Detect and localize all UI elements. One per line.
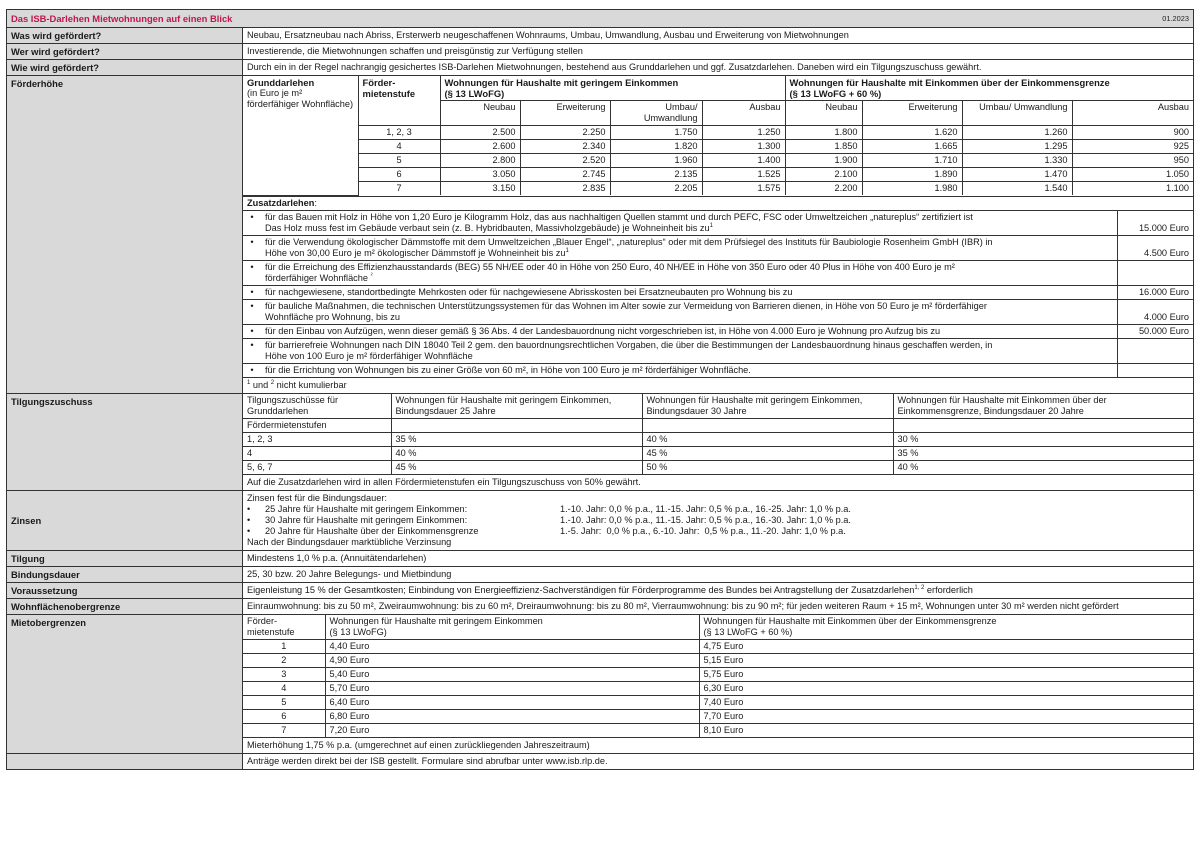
text-was: Neubau, Ersatzneubau nach Abriss, Ersterwerb neugeschaffenen Wohnraums, Umbau, Umwandlung, Ausbau und Erweiterung von Mietwohnungen [247,30,849,40]
stufe-cell: 4 [243,681,325,695]
grunddarlehen-subtitle: (in Euro je m² förderfähiger Wohnfläche) [247,88,354,109]
foerdermietenstufe-cell: 7 [358,182,440,196]
zusatz-line-1: für die Errichtung von Wohnungen bis zu einer Größe von 60 m², in Höhe von 100 Euro je m² förderfähiger Wohnfläche. [265,364,751,375]
text-voraussetzung [243,583,1193,598]
bullet-icon: • [247,503,251,514]
label-wie: Wie wird gefördert? [7,60,243,76]
mo-stufe-header: Förder-mietenstufe [243,615,325,640]
zusatzdarlehen-heading [243,196,1193,210]
zinsen-rates: 1.-10. Jahr: 0,0 % p.a., 11.-15. Jahr: 0,5 % p.a., 16.-30. Jahr: 1,0 % p.a. [560,514,851,525]
amount-cell: 3.150 [440,182,520,196]
row-foerderhoehe [7,76,1194,394]
label-wer: Wer wird gefördert? [7,44,243,60]
column-header: Umbau/ Umwandlung [962,101,1072,126]
amount-cell: 1.820 [610,140,702,154]
rent-low-cell: 5,70 Euro [325,681,699,695]
zusatzdarlehen-table [243,196,1193,377]
zusatz-line-2 [265,223,1113,234]
zusatzdarlehen-title: Zusatzdarlehen [247,197,315,208]
bullet-icon: • [243,235,261,260]
zinsen-item [247,526,1189,537]
bullet-icon: • [247,525,251,536]
zusatzdarlehen-text [261,324,1117,338]
label-was: Was wird gefördert? [7,28,243,44]
footnote-text: nicht kumulierbar [274,379,347,390]
amount-cell: 1.300 [702,140,785,154]
zinsen-item [247,504,1189,515]
zusatzdarlehen-item [243,210,1193,235]
zusatz-footnote-ref: 1 [709,222,713,229]
stufe-cell: 6 [243,709,325,723]
grunddarlehen-row [243,168,1193,182]
bullet-icon: • [243,363,261,377]
grunddarlehen-row [243,140,1193,154]
column-header: Neubau [440,101,520,126]
tilgungszuschuss-row [243,432,1193,446]
zusatz-line-1: für die Verwendung ökologischer Dämmstoffe mit dem Umweltzeichen „Blauer Engel“, „natureplus“ oder mit dem Prüfsiegel des Instituts für Baubiologie Rosenheim GmbH (IBR) in [265,236,993,247]
zinsen-term: 20 Jahre für Haushalte über der Einkommensgrenze [265,525,479,536]
percent-cell: 30 % [893,432,1193,446]
rent-low-cell: 6,40 Euro [325,695,699,709]
row-bindungsdauer [7,566,1194,582]
mo-low-header [325,615,699,640]
group-low-subtitle: (§ 13 LWoFG) [444,88,505,99]
zusatz-line-2-text: Höhe von 100 Euro je m² förderfähiger Wohnfläche [265,350,473,361]
text-bindungsdauer: 25, 30 bzw. 20 Jahre Belegungs- und Mietbindung [247,568,452,579]
label-voraussetzung: Voraussetzung [7,582,243,598]
mo-low-subtitle: (§ 13 LWoFG) [329,626,387,637]
rent-high-cell: 5,15 Euro [699,653,1193,667]
row-voraussetzung [7,582,1194,598]
mietobergrenzen-row [243,723,1193,737]
amount-cell: 1.525 [702,168,785,182]
mietobergrenzen-row [243,653,1193,667]
zusatzdarlehen-item [243,338,1193,363]
zusatzdarlehen-item [243,235,1193,260]
text-wer: Investierende, die Mietwohnungen schaffen und preisgünstig zur Verfügung stellen [247,46,583,56]
text-wie: Durch ein in der Regel nachrangig gesichertes ISB-Darlehen Mietwohnungen, bestehend aus Grunddarlehen und ggf. Zusatzdarlehen. Daneben wird ein Tilgungszuschuss gewährt. [247,62,982,72]
zusatz-line-2 [265,273,1113,284]
bullet-icon: • [243,285,261,299]
grunddarlehen-row [243,126,1193,140]
zusatzdarlehen-amount: 15.000 Euro [1117,210,1193,235]
zusatzdarlehen-text [261,210,1117,235]
foerdermietenstufe-cell: 1, 2, 3 [358,126,440,140]
percent-cell: 45 % [391,460,642,474]
stufe-cell: 4 [243,446,391,460]
amount-cell: 1.100 [1072,182,1193,196]
footnote-sup-2: 2 [270,379,275,386]
column-header: Ausbau [1072,101,1193,126]
grunddarlehen-title: Grunddarlehen [247,77,315,88]
tilgungszuschuss-header: Tilgungszuschüsse für Grunddarlehen [243,394,391,419]
zusatzdarlehen-amount: 4.000 Euro [1117,299,1193,324]
amount-cell: 1.960 [610,154,702,168]
grunddarlehen-row [243,154,1193,168]
zusatz-line-2 [265,351,1113,362]
amount-cell: 1.575 [702,182,785,196]
percent-cell: 45 % [642,446,893,460]
mietobergrenzen-table [243,615,1193,737]
bullet-icon: • [243,324,261,338]
tilgungszuschuss-row [243,460,1193,474]
foerdermietenstufe-cell: 6 [358,168,440,182]
row-wohnflaeche [7,598,1194,614]
amount-cell: 1.050 [1072,168,1193,182]
overview-table [6,9,1194,770]
row-was [7,28,1194,44]
amount-cell: 1.470 [962,168,1072,182]
percent-cell: 40 % [391,446,642,460]
amount-cell: 2.100 [785,168,862,182]
foerdermietenstufe-cell: 5 [358,154,440,168]
amount-cell: 2.250 [520,126,610,140]
voraussetzung-sup: 1, 2 [914,584,925,591]
bullet-icon: • [243,299,261,324]
zusatz-footnote-ref: 1 [565,247,569,254]
column-header: Neubau [785,101,862,126]
zinsen-item [247,515,1189,526]
bullet-icon: • [247,514,251,525]
zusatz-line-1: für die Erreichung des Effizienzhausstandards (BEG) 55 NH/EE oder 40 in Höhe von 250 Euro, 40 NH/EE in Höhe von 350 Euro oder 40 Plus in Höhe von 400 Euro je m² [265,261,955,272]
zusatzdarlehen-item [243,324,1193,338]
mo-low-title: Wohnungen für Haushalte mit geringem Einkommen [329,615,543,626]
amount-cell: 3.050 [440,168,520,182]
row-tilgung [7,550,1194,566]
rent-low-cell: 5,40 Euro [325,667,699,681]
tilgungszuschuss-header: Wohnungen für Haushalte mit Einkommen über der Einkommensgrenze, Bindungsdauer 20 Jahre [893,394,1193,419]
zusatzdarlehen-text [261,260,1117,285]
zusatz-line-1: für den Einbau von Aufzügen, wenn dieser gemäß § 36 Abs. 4 der Landesbauordnung nicht vorgeschrieben ist, in Höhe von 4.000 Euro je Wohnung pro Aufzug bis zu [265,325,941,336]
zusatzdarlehen-amount: 50.000 Euro [1117,324,1193,338]
zusatz-line-1: für nachgewiesene, standortbedingte Mehrkosten oder für nachgewiesene Abrisskosten bei Ersatzneubauten pro Wohnung bis zu [265,286,793,297]
row-wer [7,44,1194,60]
zusatz-line-1: für bauliche Maßnahmen, die technischen Unterstützungssystemen für das Wohnen im Alter sowie zur Vermeidung von Barrieren dienen, in Höhe von 50 Euro je m² förderfähiger [265,300,987,311]
bullet-icon: • [243,260,261,285]
zinsen-rates: 1.-10. Jahr: 0,0 % p.a., 11.-15. Jahr: 0,5 % p.a., 16.-25. Jahr: 1,0 % p.a. [560,503,851,514]
mo-high-header [699,615,1193,640]
zinsen-intro: Zinsen fest für die Bindungsdauer: [247,492,387,503]
label-wohnflaeche: Wohnflächenobergrenze [7,598,243,614]
rent-low-cell: 7,20 Euro [325,723,699,737]
tilgungszuschuss-table [243,394,1193,474]
grunddarlehen-header [243,76,358,195]
zusatz-line-2-text: Höhe von 30,00 Euro je m² ökologischer Dämmstoff je Wohneinheit bis zu [265,247,566,258]
label-antraege [7,753,243,769]
tilgungszuschuss-header: Wohnungen für Haushalte mit geringem Einkommen, Bindungsdauer 25 Jahre [391,394,642,419]
label-mietobergrenzen: Mietobergrenzen [7,614,243,753]
tilgungszuschuss-note: Auf die Zusatzdarlehen wird in allen Fördermietenstufen ein Tilgungszuschuss von 50% gewährt. [243,474,1193,490]
label-tilgung: Tilgung [7,550,243,566]
amount-cell: 2.745 [520,168,610,182]
zusatz-line-2 [265,248,1113,259]
zusatzdarlehen-colon: : [314,197,317,208]
mietobergrenzen-note: Mieterhöhung 1,75 % p.a. (umgerechnet auf einen zurückliegenden Jahreszeitraum) [243,737,1193,753]
amount-cell: 1.620 [862,126,962,140]
group-high-title: Wohnungen für Haushalte mit Einkommen über der Einkommensgrenze [789,77,1110,88]
amount-cell: 950 [1072,154,1193,168]
zusatzdarlehen-item [243,285,1193,299]
amount-cell: 1.710 [862,154,962,168]
stufe-cell: 3 [243,667,325,681]
row-tilgungszuschuss [7,393,1194,490]
column-header: Ausbau [702,101,785,126]
percent-cell: 35 % [391,432,642,446]
zinsen-outro: Nach der Bindungsdauer marktübliche Verzinsung [247,536,452,547]
bullet-icon: • [243,210,261,235]
foerdermietenstufen-subheader: Fördermietenstufen [243,418,391,432]
row-zinsen [7,490,1194,550]
zusatzdarlehen-amount [1117,260,1193,285]
percent-cell: 40 % [642,432,893,446]
amount-cell: 2.520 [520,154,610,168]
mietobergrenzen-row [243,639,1193,653]
group-low-title: Wohnungen für Haushalte mit geringem Einkommen [444,77,679,88]
amount-cell: 1.750 [610,126,702,140]
zusatzdarlehen-amount: 16.000 Euro [1117,285,1193,299]
column-header: Erweiterung [862,101,962,126]
zusatzdarlehen-item [243,363,1193,377]
row-antraege [7,753,1194,769]
footnote-sup-1: 1 [247,379,251,386]
text-tilgung: Mindestens 1,0 % p.a. (Annuitätendarlehen) [247,552,427,563]
percent-cell: 35 % [893,446,1193,460]
zusatzdarlehen-text [261,299,1117,324]
column-header: Erweiterung [520,101,610,126]
zusatz-line-2-text: Wohnfläche pro Wohnung, bis zu [265,311,401,322]
amount-cell: 2.600 [440,140,520,154]
label-zinsen: Zinsen [7,490,243,550]
rent-low-cell: 6,80 Euro [325,709,699,723]
document-page [6,9,1194,770]
bullet-icon: • [243,338,261,363]
amount-cell: 1.400 [702,154,785,168]
tilgungszuschuss-header: Wohnungen für Haushalte mit geringem Einkommen, Bindungsdauer 30 Jahre [642,394,893,419]
voraussetzung-main: Eigenleistung 15 % der Gesamtkosten; Einbindung von Energieeffizienz-Sachverständigen für Förderprogramme des Bundes bei Antragstellung der Zusatzdarlehen [247,584,915,595]
rent-low-cell: 4,90 Euro [325,653,699,667]
percent-cell: 40 % [893,460,1193,474]
row-mietobergrenzen [7,614,1194,753]
rent-high-cell: 7,70 Euro [699,709,1193,723]
percent-cell: 50 % [642,460,893,474]
zinsen-term: 25 Jahre für Haushalte mit geringem Einkommen: [265,503,468,514]
mo-high-title: Wohnungen für Haushalte mit Einkommen über der Einkommensgrenze [703,615,997,626]
rent-high-cell: 8,10 Euro [699,723,1193,737]
grunddarlehen-row [243,182,1193,196]
group-low-header [440,76,785,101]
empty-cell [893,418,1193,432]
label-foerderhoehe: Förderhöhe [7,76,243,394]
amount-cell: 1.540 [962,182,1072,196]
mo-high-subtitle: (§ 13 LWoFG + 60 %) [703,626,793,637]
grunddarlehen-table [243,76,1193,196]
row-wie [7,60,1194,76]
amount-cell: 900 [1072,126,1193,140]
amount-cell: 1.980 [862,182,962,196]
zusatzdarlehen-amount [1117,338,1193,363]
amount-cell: 1.250 [702,126,785,140]
zinsen-term: 30 Jahre für Haushalte mit geringem Einkommen: [265,514,468,525]
amount-cell: 1.850 [785,140,862,154]
voraussetzung-end: erforderlich [924,584,973,595]
column-header: Umbau/ Umwandlung [610,101,702,126]
amount-cell: 1.260 [962,126,1072,140]
rent-high-cell: 5,75 Euro [699,667,1193,681]
text-antraege: Anträge werden direkt bei der ISB gestellt. Formulare sind abrufbar unter www.isb.rlp.de. [247,755,608,766]
amount-cell: 2.205 [610,182,702,196]
mietobergrenzen-row [243,681,1193,695]
zusatzdarlehen-text [261,235,1117,260]
stufe-cell: 7 [243,723,325,737]
amount-cell: 2.135 [610,168,702,182]
zusatzdarlehen-text [261,363,1117,377]
zusatzdarlehen-amount [1117,363,1193,377]
zusatzdarlehen-text [261,338,1117,363]
empty-cell [642,418,893,432]
document-date: 01.2023 [1162,14,1189,23]
rent-high-cell: 7,40 Euro [699,695,1193,709]
text-wohnflaeche: Einraumwohnung: bis zu 50 m², Zweiraumwohnung: bis zu 60 m², Dreiraumwohnung: bis zu 80 m², Vierraumwohnung: bis zu 90 m²; für jeden weiteren Raum + 15 m², Wohnungen unter 30 m² werden nicht gefördert [247,600,1119,611]
stufe-cell: 2 [243,653,325,667]
title-row [7,10,1194,28]
zusatz-footnote [243,377,1193,393]
zusatz-line-2-text: förderfähiger Wohnfläche [265,272,368,283]
mietobergrenzen-row [243,709,1193,723]
amount-cell: 1.890 [862,168,962,182]
zusatz-footnote-ref: ² [370,272,373,279]
rent-low-cell: 4,40 Euro [325,639,699,653]
zusatz-line-1: für barrierefreie Wohnungen nach DIN 18040 Teil 2 gem. den bauordnungsrechtlichen Vorgaben, die über die Bestimmungen der Landesbauordnung hinaus geschaffen werden, in [265,339,993,350]
stufe-cell: 5 [243,695,325,709]
amount-cell: 2.200 [785,182,862,196]
zusatz-line-1: für das Bauen mit Holz in Höhe von 1,20 Euro je Kilogramm Holz, das aus nachhaltigen Quellen stammt und durch PEFC, FSC oder Umweltzeichen „natureplus“ zertifiziert ist [265,211,973,222]
zusatzdarlehen-item [243,299,1193,324]
zusatzdarlehen-item [243,260,1193,285]
amount-cell: 2.800 [440,154,520,168]
footnote-and: und [250,379,271,390]
label-tilgungszuschuss: Tilgungszuschuss [7,393,243,490]
amount-cell: 1.295 [962,140,1072,154]
rent-high-cell: 6,30 Euro [699,681,1193,695]
amount-cell: 1.900 [785,154,862,168]
amount-cell: 1.665 [862,140,962,154]
foerdermietenstufe-header: Förder-mietenstufe [358,76,440,126]
group-high-header [785,76,1193,101]
tilgungszuschuss-row [243,446,1193,460]
amount-cell: 1.330 [962,154,1072,168]
zusatz-line-2-text: Das Holz muss fest im Gebäude verbaut sein (z. B. Hybridbauten, Massivholzgebäude) je Wohneinheit bis zu [265,222,710,233]
stufe-cell: 5, 6, 7 [243,460,391,474]
amount-cell: 1.800 [785,126,862,140]
rent-high-cell: 4,75 Euro [699,639,1193,653]
mietobergrenzen-row [243,667,1193,681]
stufe-cell: 1 [243,639,325,653]
empty-cell [391,418,642,432]
mietobergrenzen-row [243,695,1193,709]
amount-cell: 2.340 [520,140,610,154]
zinsen-rates: 1.-5. Jahr: 0,0 % p.a., 6.-10. Jahr: 0,5 % p.a., 11.-20. Jahr: 1,0 % p.a. [560,525,846,536]
amount-cell: 2.835 [520,182,610,196]
label-bindungsdauer: Bindungsdauer [7,566,243,582]
zusatz-line-2 [265,312,1113,323]
document-title: Das ISB-Darlehen Mietwohnungen auf einen Blick [11,13,233,24]
zusatzdarlehen-amount: 4.500 Euro [1117,235,1193,260]
amount-cell: 925 [1072,140,1193,154]
zusatzdarlehen-text [261,285,1117,299]
stufe-cell: 1, 2, 3 [243,432,391,446]
foerdermietenstufe-cell: 4 [358,140,440,154]
group-high-subtitle: (§ 13 LWoFG + 60 %) [789,88,882,99]
amount-cell: 2.500 [440,126,520,140]
zinsen-block [243,491,1193,550]
